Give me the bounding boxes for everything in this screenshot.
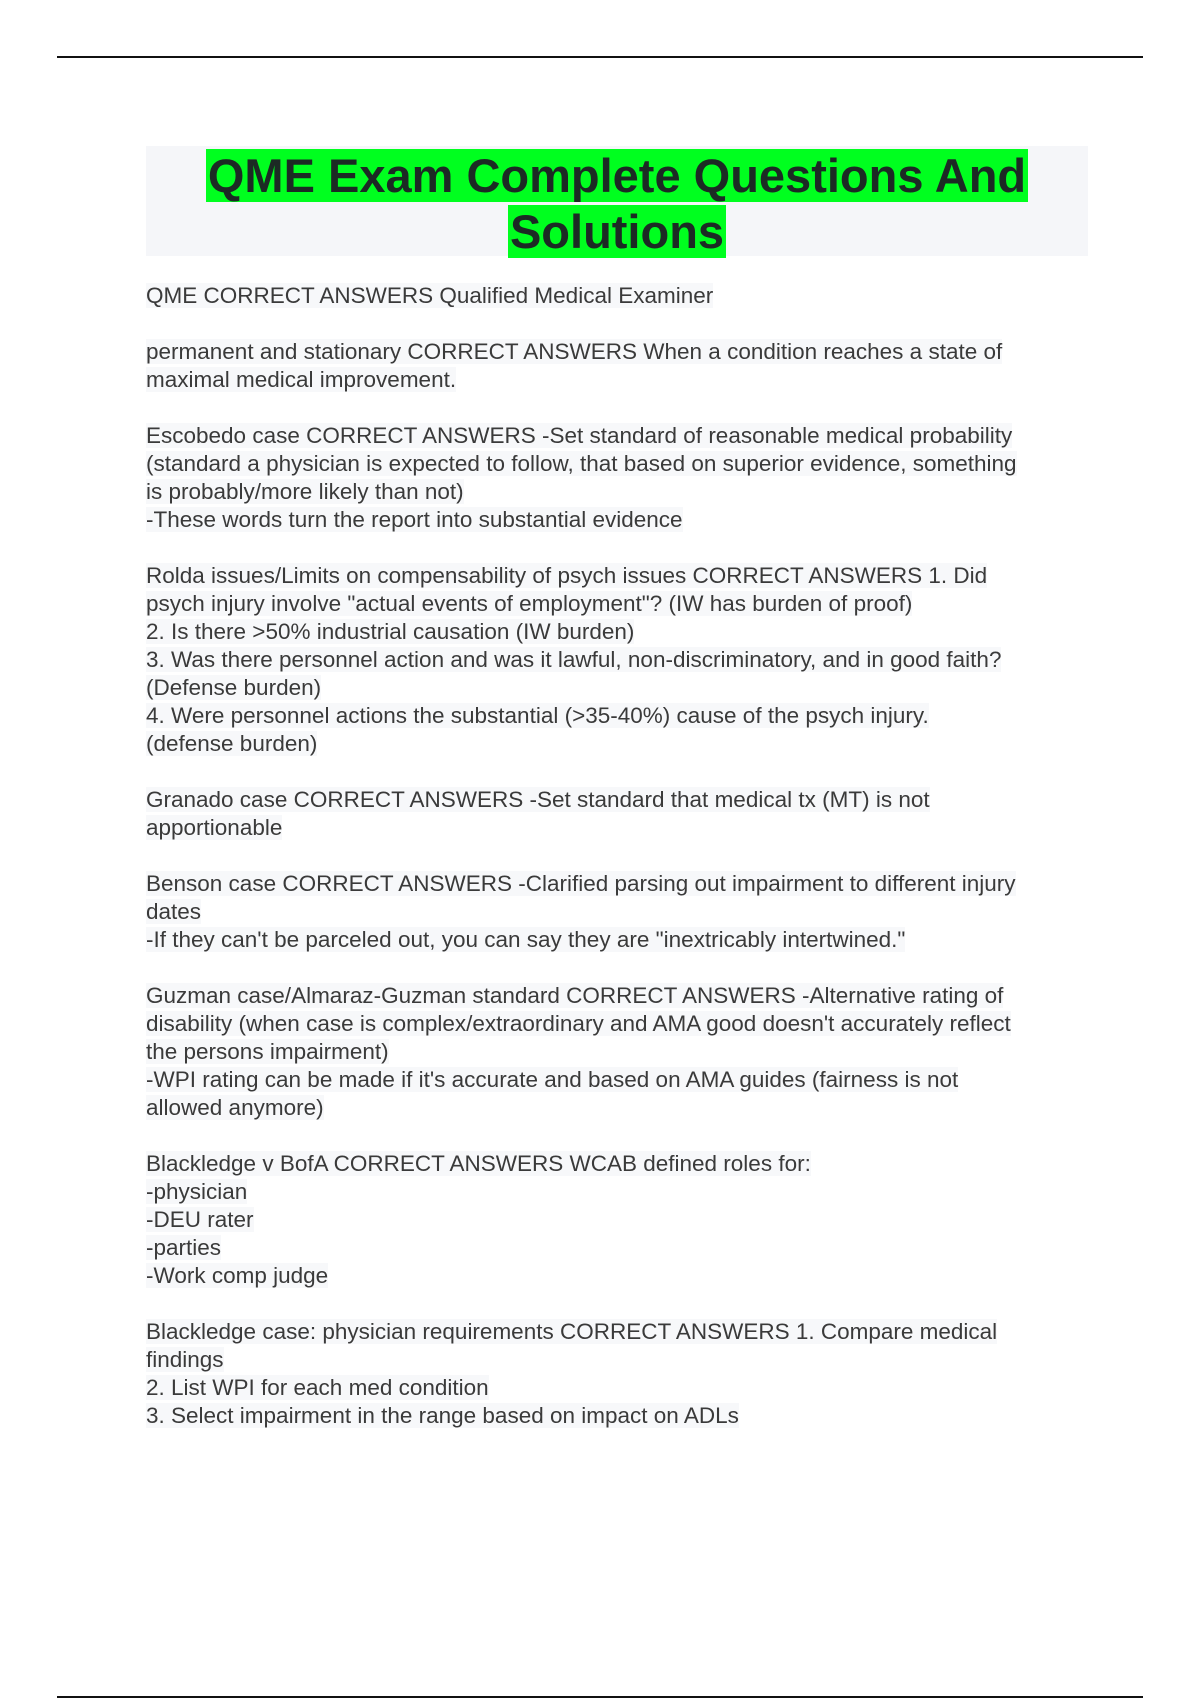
entry-line <box>146 926 1086 954</box>
entry-line <box>146 1038 1086 1066</box>
entry-line-text: -WPI rating can be made if it's accurate and based on AMA guides (fairness is not <box>146 1067 959 1092</box>
entry-line-text: Blackledge v BofA CORRECT ANSWERS WCAB defined roles for: <box>146 1151 811 1176</box>
entry-line-text: 4. Were personnel actions the substantial (>35-40%) cause of the psych injury. <box>146 703 929 728</box>
entry-line-text: allowed anymore) <box>146 1095 324 1120</box>
entry-line-text: QME CORRECT ANSWERS Qualified Medical Examiner <box>146 283 714 308</box>
entry-line <box>146 982 1086 1010</box>
entry-line-text: (Defense burden) <box>146 675 322 700</box>
entry-line <box>146 590 1086 618</box>
entry-line-text: findings <box>146 1347 224 1372</box>
qa-entry <box>146 1150 1086 1290</box>
entry-line-text: Benson case CORRECT ANSWERS -Clarified parsing out impairment to different injury <box>146 871 1016 896</box>
entry-line <box>146 1150 1086 1178</box>
entry-line-text: -DEU rater <box>146 1207 254 1232</box>
entry-line <box>146 1010 1086 1038</box>
entry-line <box>146 674 1086 702</box>
entry-line-text: 2. Is there >50% industrial causation (IW burden) <box>146 619 635 644</box>
entry-line <box>146 366 1086 394</box>
entry-line-text: 3. Select impairment in the range based on impact on ADLs <box>146 1403 739 1428</box>
entry-line-text: psych injury involve "actual events of employment"? (IW has burden of proof) <box>146 591 913 616</box>
entry-line <box>146 786 1086 814</box>
entry-line <box>146 1402 1086 1430</box>
entry-line <box>146 1374 1086 1402</box>
entry-line <box>146 618 1086 646</box>
qa-entry <box>146 338 1086 394</box>
entry-line <box>146 478 1086 506</box>
entry-line <box>146 702 1086 730</box>
qa-entry <box>146 422 1086 534</box>
qa-entry <box>146 786 1086 842</box>
entry-line <box>146 282 1086 310</box>
title-line-1: QME Exam Complete Questions And <box>207 149 1027 202</box>
header-rule <box>57 56 1143 58</box>
entry-line <box>146 1178 1086 1206</box>
entry-line-text: -physician <box>146 1179 248 1204</box>
entry-line <box>146 1094 1086 1122</box>
entry-line-text: 3. Was there personnel action and was it lawful, non-discriminatory, and in good faith? <box>146 647 1002 672</box>
entry-line <box>146 870 1086 898</box>
entry-line <box>146 814 1086 842</box>
entry-line-text: Rolda issues/Limits on compensability of psych issues CORRECT ANSWERS 1. Did <box>146 563 988 588</box>
document-body <box>146 282 1086 1458</box>
qa-entry <box>146 982 1086 1122</box>
entry-line-text: dates <box>146 899 202 924</box>
entry-line-text: Blackledge case: physician requirements CORRECT ANSWERS 1. Compare medical <box>146 1319 998 1344</box>
entry-line <box>146 422 1086 450</box>
entry-line-text: permanent and stationary CORRECT ANSWERS When a condition reaches a state of <box>146 339 1003 364</box>
entry-line-text: 2. List WPI for each med condition <box>146 1375 489 1400</box>
entry-line-text: -Work comp judge <box>146 1263 329 1288</box>
entry-line <box>146 898 1086 926</box>
entry-line-text: maximal medical improvement. <box>146 367 457 392</box>
entry-line <box>146 1206 1086 1234</box>
entry-line <box>146 730 1086 758</box>
entry-line-text: Guzman case/Almaraz-Guzman standard CORRECT ANSWERS -Alternative rating of <box>146 983 1004 1008</box>
entry-line-text: (defense burden) <box>146 731 318 756</box>
title-line-2: Solutions <box>509 205 725 258</box>
entry-line <box>146 562 1086 590</box>
entry-line-text: apportionable <box>146 815 283 840</box>
document-title <box>146 146 1088 260</box>
entry-line-text: is probably/more likely than not) <box>146 479 464 504</box>
entry-line <box>146 1346 1086 1374</box>
entry-line <box>146 450 1086 478</box>
qa-entry <box>146 562 1086 758</box>
entry-line <box>146 1318 1086 1346</box>
entry-line-text: the persons impairment) <box>146 1039 389 1064</box>
qa-entry <box>146 1318 1086 1430</box>
entry-line <box>146 646 1086 674</box>
entry-line <box>146 338 1086 366</box>
entry-line <box>146 1234 1086 1262</box>
entry-line <box>146 1262 1086 1290</box>
entry-line-text: Escobedo case CORRECT ANSWERS -Set standard of reasonable medical probability <box>146 423 1013 448</box>
qa-entry <box>146 282 1086 310</box>
entry-line-text: -parties <box>146 1235 222 1260</box>
entry-line-text: (standard a physician is expected to follow, that based on superior evidence, something <box>146 451 1017 476</box>
title-band <box>146 146 1088 256</box>
qa-entry <box>146 870 1086 954</box>
footer-rule <box>57 1696 1143 1698</box>
entry-line-text: Granado case CORRECT ANSWERS -Set standard that medical tx (MT) is not <box>146 787 930 812</box>
entry-line-text: -These words turn the report into substantial evidence <box>146 507 683 532</box>
entry-line <box>146 1066 1086 1094</box>
entry-line-text: -If they can't be parceled out, you can say they are "inextricably intertwined." <box>146 927 906 952</box>
entry-line <box>146 506 1086 534</box>
entry-line-text: disability (when case is complex/extraordinary and AMA good doesn't accurately reflect <box>146 1011 1011 1036</box>
